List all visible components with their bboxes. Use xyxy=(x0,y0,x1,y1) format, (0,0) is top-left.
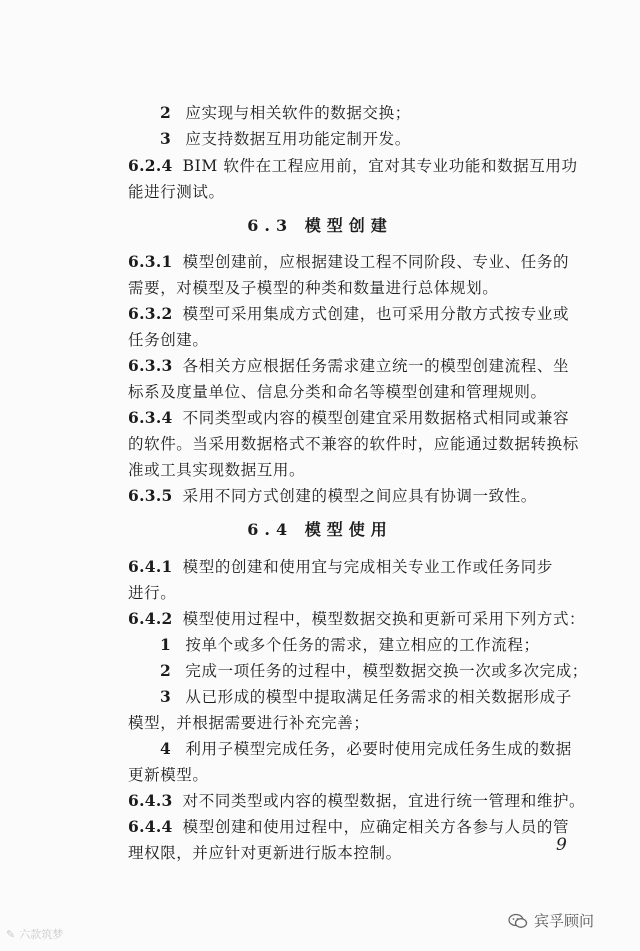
clause-continuation: 的软件。当采用数据格式不兼容的软件时，应能通过数据转换标 xyxy=(128,435,579,453)
clause-line: 6.4.1 模型的创建和使用宜与完成相关专业工作或任务同步 xyxy=(128,557,553,576)
wechat-icon xyxy=(508,913,528,929)
clause-line: 6.3.2 模型可采用集成方式创建，也可采用分散方式按专业或 xyxy=(128,304,570,323)
page-number: 9 xyxy=(556,835,567,855)
clause-continuation: 标系及度量单位、信息分类和命名等模型创建和管理规则。 xyxy=(128,383,547,401)
list-item: 3 从已形成的模型中提取满足任务需求的相关数据形成子 xyxy=(160,687,572,706)
clause-line: 6.3.3 各相关方应根据任务需求建立统一的模型创建流程、坐 xyxy=(128,356,570,375)
watermark-left xyxy=(6,926,63,942)
watermark-right-text: 宾孚顾问 xyxy=(534,912,595,930)
clause-continuation: 模型，并根据需要进行补充完善； xyxy=(128,714,370,732)
list-item: 2 应实现与相关软件的数据交换； xyxy=(160,103,411,122)
list-item: 1 按单个或多个任务的需求，建立相应的工作流程； xyxy=(160,635,540,654)
clause-line: 6.3.4 不同类型或内容的模型创建宜采用数据格式相同或兼容 xyxy=(128,408,570,427)
clause-continuation: 理权限，并应针对更新进行版本控制。 xyxy=(128,844,402,862)
clause-continuation: 更新模型。 xyxy=(128,766,209,784)
clause-continuation: 需要，对模型及子模型的种类和数量进行总体规划。 xyxy=(128,279,499,297)
clause-continuation: 任务创建。 xyxy=(128,331,209,349)
clause-continuation: 能进行测试。 xyxy=(128,183,225,201)
list-item: 3 应支持数据互用功能定制开发。 xyxy=(160,129,411,148)
clause-line: 6.4.3 对不同类型或内容的模型数据，宜进行统一管理和维护。 xyxy=(128,791,586,810)
clause-continuation: 准或工具实现数据互用。 xyxy=(128,461,306,479)
clause-continuation: 进行。 xyxy=(128,584,177,602)
watermark-right xyxy=(508,910,594,931)
watermark-symbol-icon: ✎ xyxy=(6,927,16,941)
clause-line: 6.4.2 模型使用过程中，模型数据交换和更新可采用下列方式： xyxy=(128,609,586,628)
clause-line: 6.2.4 BIM 软件在工程应用前，宜对其专业功能和数据互用功 xyxy=(128,156,578,175)
clause-line: 6.4.4 模型创建和使用过程中，应确定相关方各参与人员的管 xyxy=(128,817,570,836)
list-item: 2 完成一项任务的过程中，模型数据交换一次或多次完成； xyxy=(160,661,588,680)
clause-line: 6.3.5 采用不同方式创建的模型之间应具有协调一致性。 xyxy=(128,486,537,505)
section-heading: 6.4 模型使用 xyxy=(247,520,393,539)
watermark-left-text: 六款筑梦 xyxy=(19,928,64,941)
list-item: 4 利用子模型完成任务，必要时使用完成任务生成的数据 xyxy=(160,739,572,758)
clause-line: 6.3.1 模型创建前，应根据建设工程不同阶段、专业、任务的 xyxy=(128,252,570,271)
section-heading: 6.3 模型创建 xyxy=(247,216,393,235)
